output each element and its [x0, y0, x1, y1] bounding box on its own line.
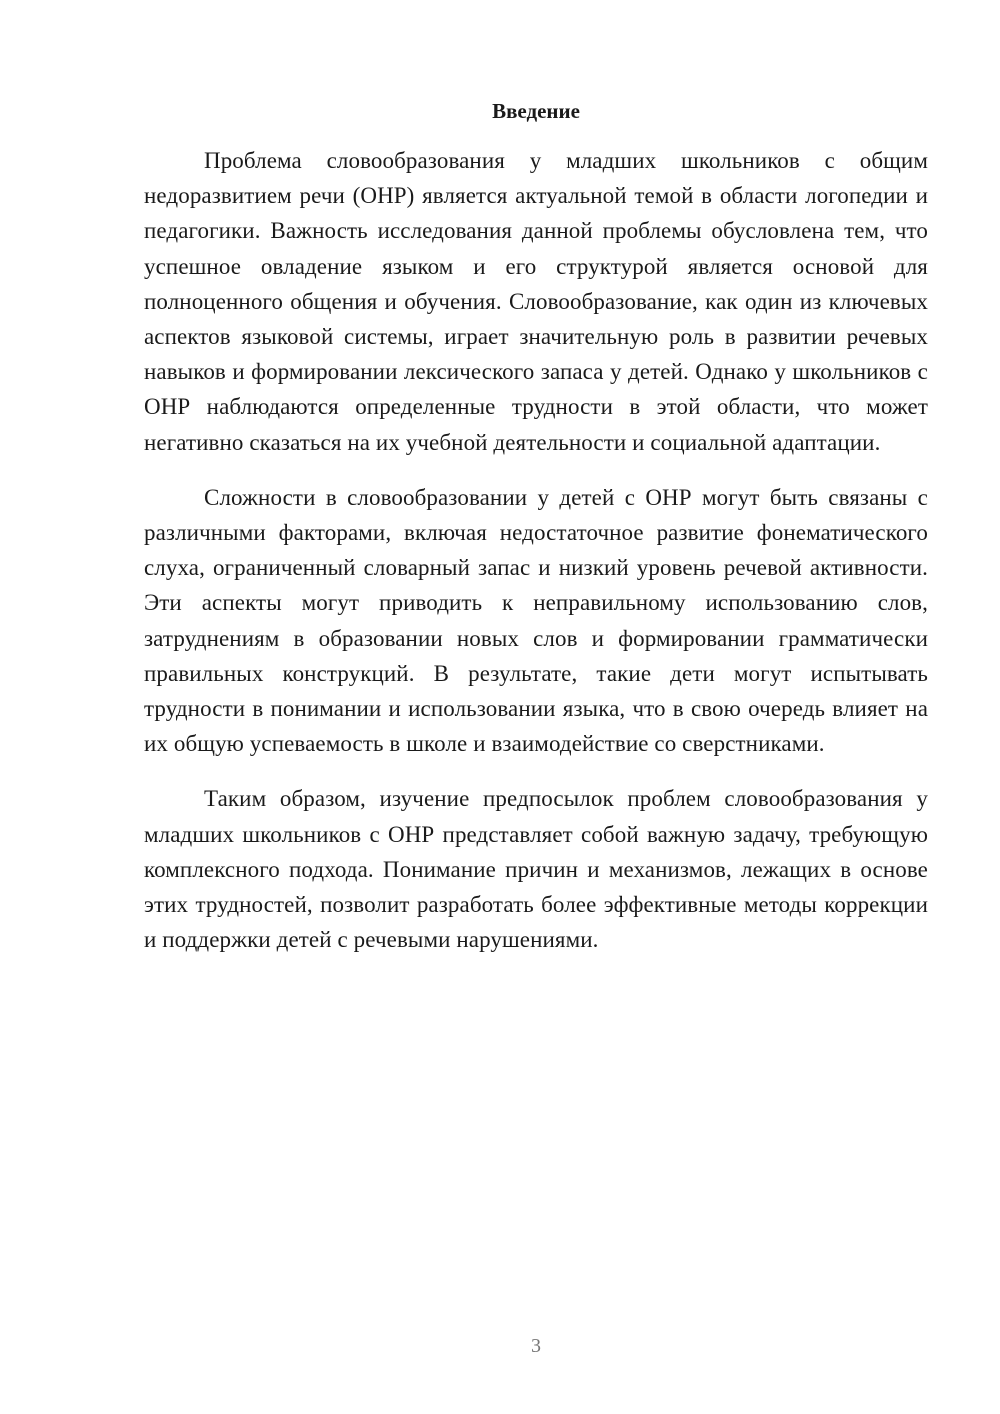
body-text: [144, 143, 928, 977]
section-heading: Введение: [492, 99, 580, 123]
page-number: 3: [531, 1335, 541, 1357]
paragraph-1: Проблема словообразования у младших школьников с общим недоразвитием речи (ОНР) является актуальной темой в области логопедии и педагогики. Важность исследования данной проблемы обусловлена тем, что успешное овладение языком и его структурой является основой для полноценного общения и обучения. Словообразование, как один из ключевых аспектов языковой системы, играет значительную роль в развитии речевых навыков и формировании лексического запаса у детей. Однако у школьников с ОНР наблюдаются определенные трудности в этой области, что может негативно сказаться на их учебной деятельности и социальной адаптации.: [144, 148, 928, 455]
paragraph-2: Сложности в словообразовании у детей с ОНР могут быть связаны с различными факторами, включая недостаточное развитие фонематического слуха, ограниченный словарный запас и низкий уровень речевой активности. Эти аспекты могут приводить к неправильному использованию слов, затруднениям в образовании новых слов и формировании грамматически правильных конструкций. В результате, такие дети могут испытывать трудности в понимании и использовании языка, что в свою очередь влияет на их общую успеваемость в школе и взаимодействие со сверстниками.: [144, 484, 928, 757]
paragraph-3: Таким образом, изучение предпосылок проблем словообразования у младших школьников с ОНР представляет собой важную задачу, требующую комплексного подхода. Понимание причин и механизмов, лежащих в основе этих трудностей, позволит разработать более эффективные методы коррекции и поддержки детей с речевыми нарушениями.: [144, 786, 928, 953]
